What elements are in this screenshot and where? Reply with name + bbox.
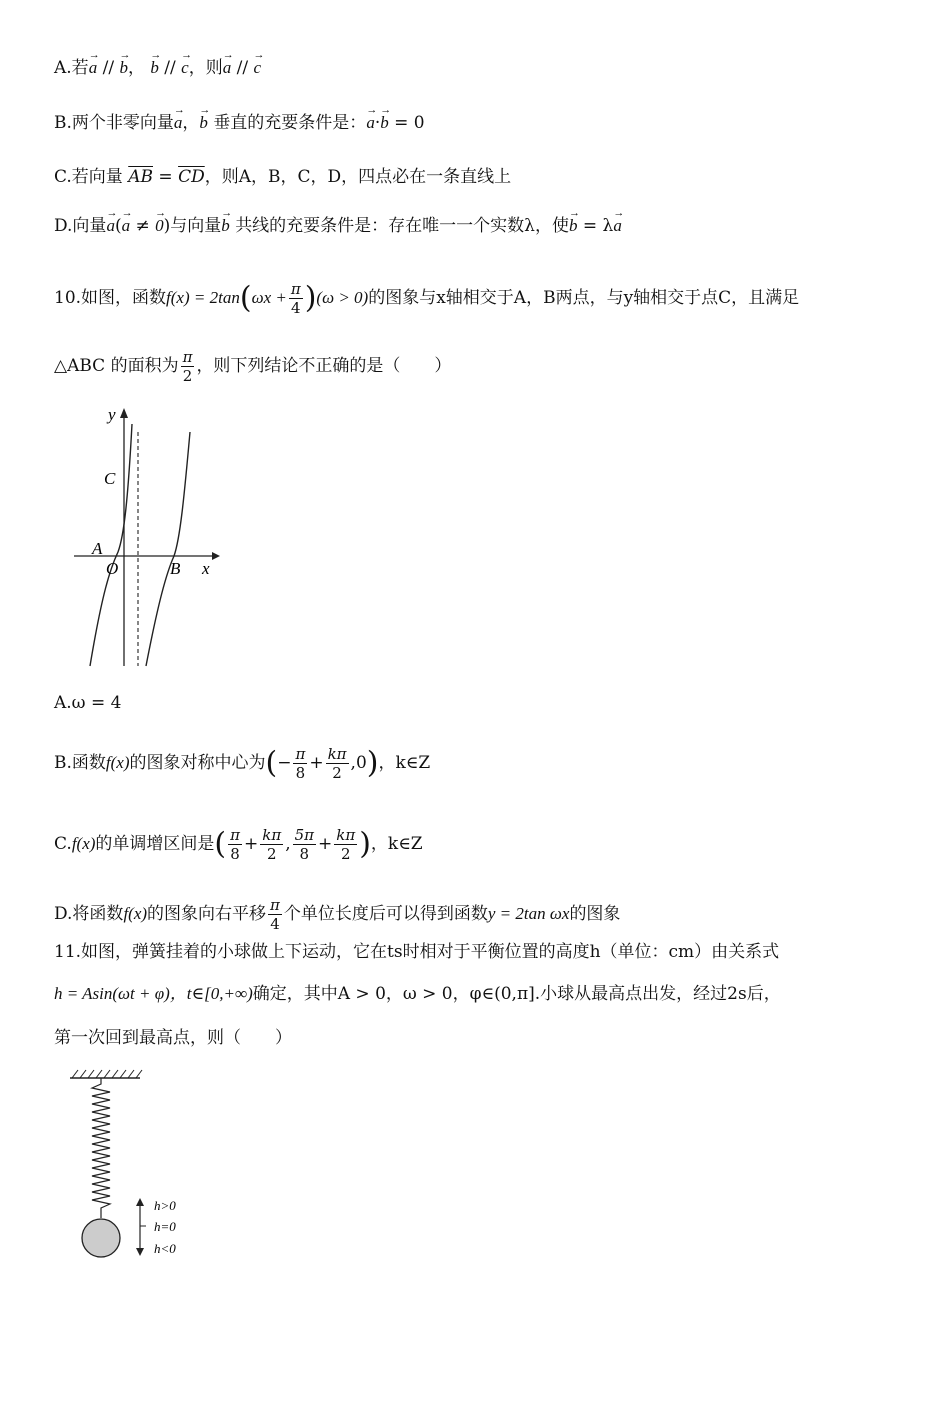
q10-option-b: B.函数f(x)的图象对称中心为(− $\frac{\pi}{8}$ + $\frac{k\pi}{2}$ ,0)，k∈Z — [54, 745, 431, 782]
q11-stem-line3: 第一次回到最高点，则（ ） — [54, 1028, 292, 1048]
q10-option-c: C.f(x)的单调增区间是( $\frac{\pi}{8}$ + $\frac{k\pi}{2}$ , $\frac{5\pi}{8}$ + $\frac{k\pi}{2}$ )，k∈Z — [54, 826, 423, 863]
tangent-graph-figure — [66, 404, 226, 669]
label-o: O — [106, 559, 119, 578]
q10-stem-line2: △ABC 的面积为 $\frac{\pi}{2}$ ，则下列结论不正确的是（ ） — [54, 348, 452, 385]
q10-option-d: D.将函数f(x)的图象向右平移 $\frac{\pi}{4}$ 个单位长度后可以得到函数y = 2tan ωx的图象 — [54, 896, 621, 933]
q10-option-a: A.ω = 4 — [54, 693, 122, 713]
label-b: B — [170, 559, 181, 578]
label-y: y — [108, 405, 116, 424]
x-axis-arrow — [212, 552, 220, 560]
spring — [92, 1078, 110, 1218]
q11-stem-line1: 11.如图，弹簧挂着的小球做上下运动，它在ts时相对于平衡位置的高度h（单位：cm）由关系式 — [54, 942, 780, 962]
q9-option-a: A.若→ a // → b， → b // → c，则→ a // → c — [54, 56, 261, 80]
q11-stem-line2: h = Asin(ωt + φ)，t∈[0,+∞)确定，其中A > 0，ω > 0，φ∈(0,π].小球从最高点出发，经过2s后， — [54, 984, 781, 1004]
label-h-negative: h<0 — [154, 1241, 176, 1256]
height-arrow-up — [136, 1198, 144, 1206]
label-c: C — [104, 469, 116, 488]
q9-option-d: D.向量→ a(→ a ≠ → 0)与向量→ b 共线的充要条件是：存在唯一一个实数λ，使→ b = λ→ a — [54, 214, 622, 238]
tangent-branch-right — [146, 432, 190, 666]
spring-ball-figure — [66, 1068, 206, 1268]
label-x: x — [202, 559, 210, 578]
q9-option-c: C.若向量 $\overline{AB} = \overline{CD}$，则A，B，C，D，四点必在一条直线上 — [54, 167, 512, 187]
ball — [82, 1219, 120, 1257]
height-arrow-down — [136, 1248, 144, 1256]
y-axis-arrow — [120, 408, 128, 418]
label-h-positive: h>0 — [154, 1198, 176, 1213]
label-a: A — [92, 539, 103, 558]
q9-option-b: B.两个非零向量→ a，→ b 垂直的充要条件是：→ a·→ b = 0 — [54, 111, 425, 135]
q10-stem-line1: 10.如图，函数f(x) = 2tan(ωx + $\frac{\pi}{4}$ )(ω > 0)的图象与x轴相交于A，B两点，与y轴相交于点C，且满足 — [54, 280, 800, 317]
ceiling-hatching — [72, 1070, 142, 1078]
label-h-zero: h=0 — [154, 1219, 176, 1234]
